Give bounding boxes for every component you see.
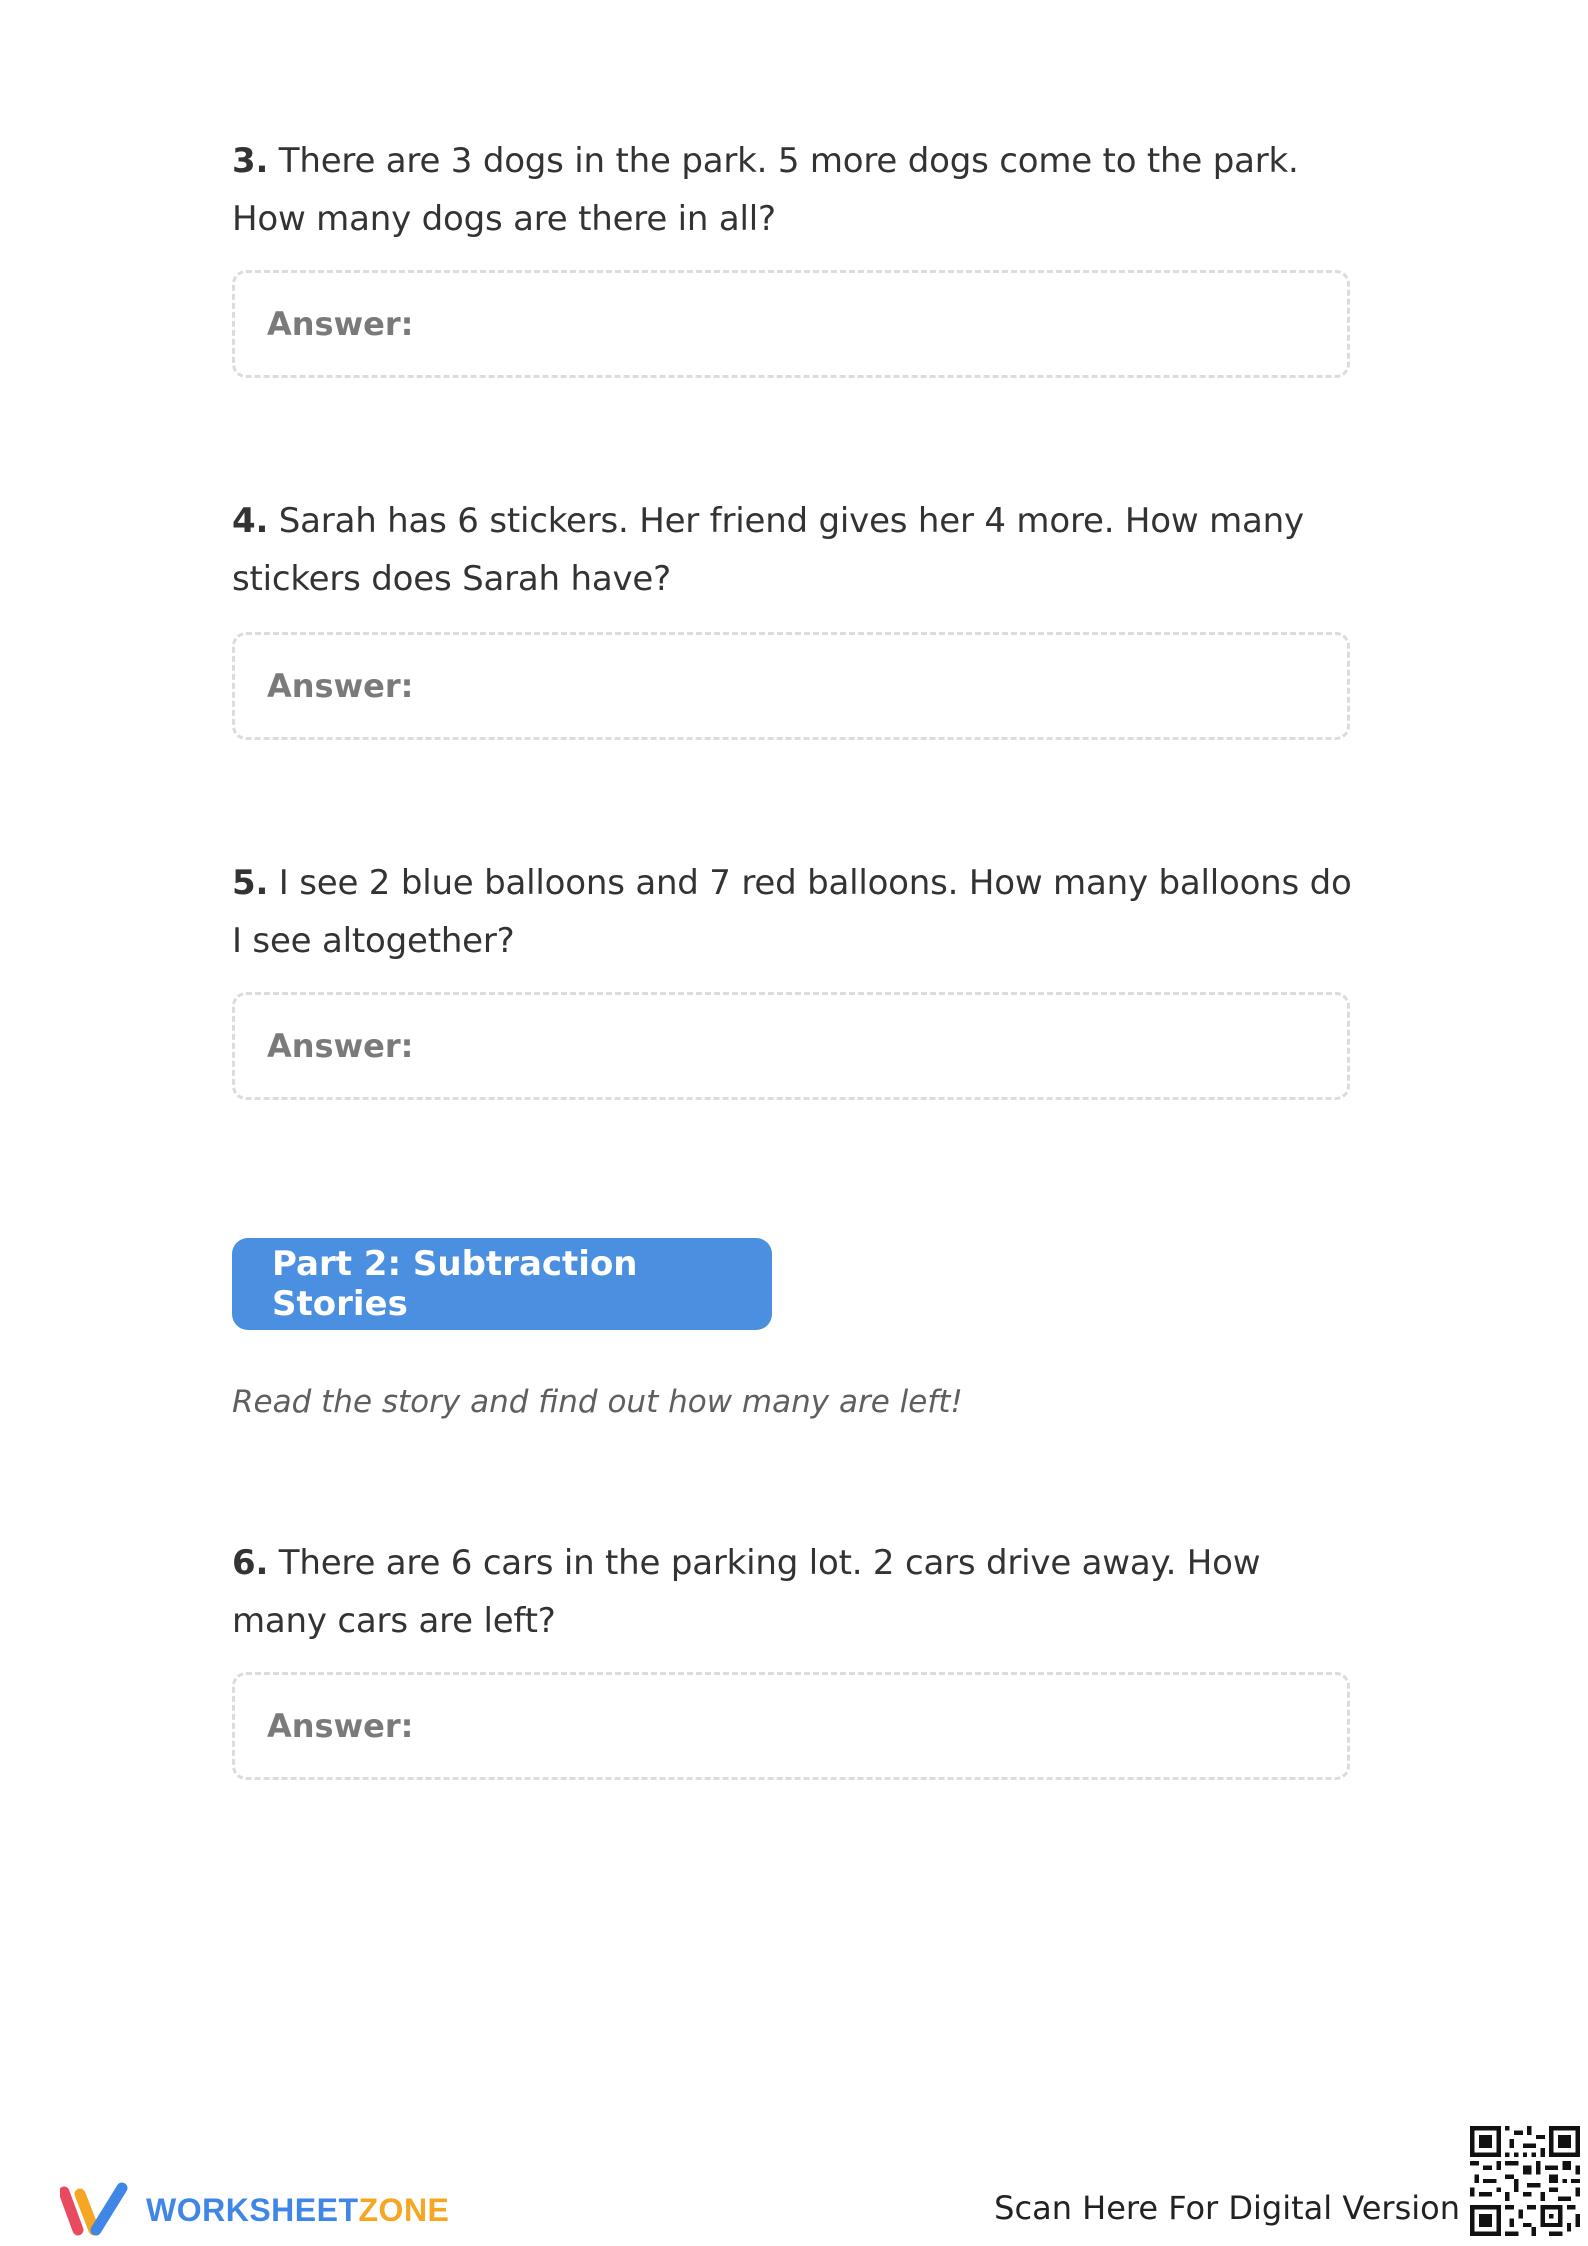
scan-here-text: Scan Here For Digital Version: [994, 2189, 1460, 2227]
question-number: 6.: [232, 1543, 269, 1583]
question-text: There are 6 cars in the parking lot. 2 cars drive away. How many cars are left?: [232, 1543, 1261, 1641]
question-4: [232, 492, 1356, 608]
answer-box-6[interactable]: [232, 1672, 1350, 1780]
question-5: [232, 854, 1356, 970]
answer-label: Answer:: [267, 1027, 414, 1065]
answer-label: Answer:: [267, 305, 414, 343]
answer-box-5[interactable]: [232, 992, 1350, 1100]
answer-label: Answer:: [267, 1707, 414, 1745]
qr-code-icon[interactable]: [1470, 2126, 1580, 2236]
question-number: 3.: [232, 141, 269, 181]
question-6: [232, 1534, 1356, 1650]
logo-word-zone: ZONE: [358, 2191, 450, 2228]
part-2-title: Part 2: Subtraction Stories: [272, 1244, 638, 1324]
part-2-header: [232, 1238, 772, 1330]
question-3: [232, 132, 1356, 248]
logo-text: [146, 2192, 449, 2229]
worksheetzone-logo[interactable]: [60, 2180, 449, 2240]
part-2-instruction: Read the story and find out how many are left!: [232, 1384, 963, 1420]
question-text: Sarah has 6 stickers. Her friend gives her 4 more. How many stickers does Sarah have?: [232, 501, 1304, 599]
worksheetzone-logo-icon: [60, 2182, 132, 2238]
question-number: 5.: [232, 863, 269, 903]
question-text: I see 2 blue balloons and 7 red balloons. How many balloons do I see altogether?: [232, 863, 1352, 961]
answer-box-4[interactable]: [232, 632, 1350, 740]
answer-label: Answer:: [267, 667, 414, 705]
question-number: 4.: [232, 501, 269, 541]
logo-word-worksheet: WORKSHEET: [146, 2191, 359, 2228]
answer-box-3[interactable]: [232, 270, 1350, 378]
question-text: There are 3 dogs in the park. 5 more dogs come to the park. How many dogs are there in all?: [232, 141, 1299, 239]
